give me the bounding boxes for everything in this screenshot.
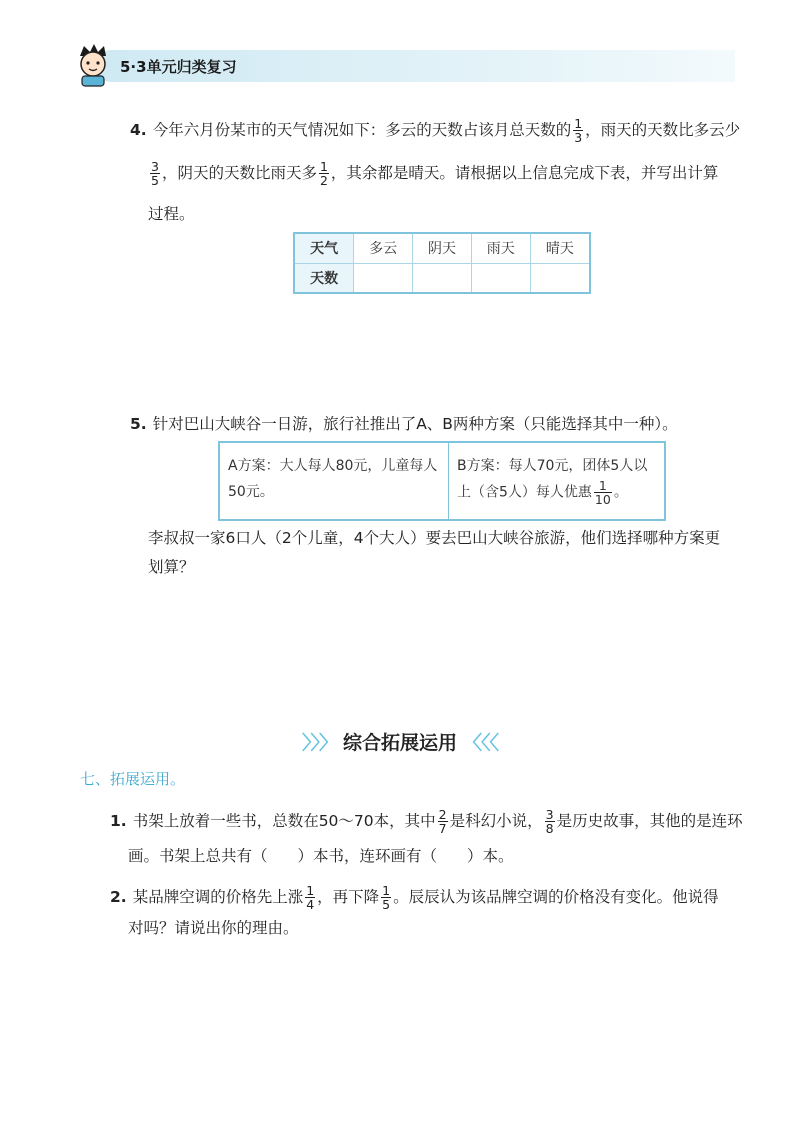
e2-number: 2. [110, 888, 127, 906]
q4-text: 今年六月份某市的天气情况如下：多云的天数占该月总天数的 [152, 121, 572, 139]
table-row [294, 233, 590, 263]
answer-cell[interactable] [413, 263, 472, 293]
table-cell: 晴天 [530, 233, 590, 263]
table-row [294, 263, 590, 293]
e2-line1: 2. 某品牌空调的价格先上涨 $\frac{1}{4}$ ，再下降 $\frac{1}{5}$ 。辰辰认为该品牌空调的价格没有变化。他说得 [110, 883, 719, 912]
q4-line1 [130, 117, 740, 144]
table-cell: 多云 [354, 233, 413, 263]
fraction: $\frac{1}{2}$ [319, 159, 328, 188]
table-cell: 雨天 [471, 233, 530, 263]
q5-line2: 李叔叔一家6口人（2个儿童，4个大人）要去巴山大峡谷旅游，他们选择哪种方案更 [148, 529, 721, 547]
e1-line2: 画。书架上总共有（ ）本书，连环画有（ ）本。 [128, 847, 514, 865]
fraction: $\frac{1}{4}$ [306, 883, 315, 912]
q4-number: 4. [130, 121, 147, 139]
table-cell: 阴天 [413, 233, 472, 263]
e2-line2: 对吗？请说出你的理由。 [128, 919, 299, 937]
q5-line1 [130, 413, 678, 435]
e1-line1: 1. 书架上放着一些书，总数在50～70本，其中 $\frac{2}{7}$ 是科幻小说， $\frac{3}{8}$ 是历史故事，其他的是连环 [110, 807, 743, 836]
q5-line3: 划算？ [148, 558, 195, 576]
fraction: $\frac{2}{7}$ [438, 807, 447, 836]
q4-text: ，其余都是晴天。请根据以上信息完成下表，并写出计算 [330, 164, 719, 182]
table-header-cell: 天数 [294, 263, 354, 293]
table-header-cell: 天气 [294, 233, 354, 263]
q4-line3: 过程。 [148, 205, 195, 223]
section-title: 〉〉〉 综合拓展运用 〈〈〈 [301, 732, 499, 754]
plan-a: A方案：大人每人80元，儿童每人50元。 [220, 443, 449, 519]
fraction: $\frac{3}{5}$ [151, 159, 159, 188]
plan-b: B方案：每人70元，团体5人以上（含5人）每人优惠 $\frac{1}{10}$ 。 [457, 458, 648, 507]
q4-text: ，雨天的天数比多云少 [585, 121, 741, 139]
answer-cell[interactable] [354, 263, 413, 293]
answer-cell[interactable] [471, 263, 530, 293]
fraction: $\frac{1}{3}$ [574, 116, 583, 145]
e1-number: 1. [110, 812, 127, 830]
fraction: $\frac{1}{10}$ [594, 478, 611, 507]
subsection-heading: 七、拓展运用。 [80, 770, 186, 788]
answer-cell[interactable] [530, 263, 590, 293]
q4-line2 [148, 160, 718, 187]
header-title: 5·3单元归类复习 [120, 58, 237, 76]
q5-text: 针对巴山大峡谷一日游，旅行社推出了A、B两种方案（只能选择其中一种）。 [152, 415, 678, 433]
q5-number: 5. [130, 415, 147, 433]
fraction: $\frac{1}{5}$ [382, 883, 391, 912]
weather-table [293, 232, 591, 294]
q4-text: ，阴天的天数比雨天多 [161, 164, 317, 182]
chevron-left-icon: 〈〈〈 [463, 732, 499, 754]
plan-box [218, 441, 666, 521]
mascot-icon [72, 42, 114, 88]
chevron-right-icon: 〉〉〉 [301, 732, 337, 754]
fraction: $\frac{3}{8}$ [545, 807, 554, 836]
